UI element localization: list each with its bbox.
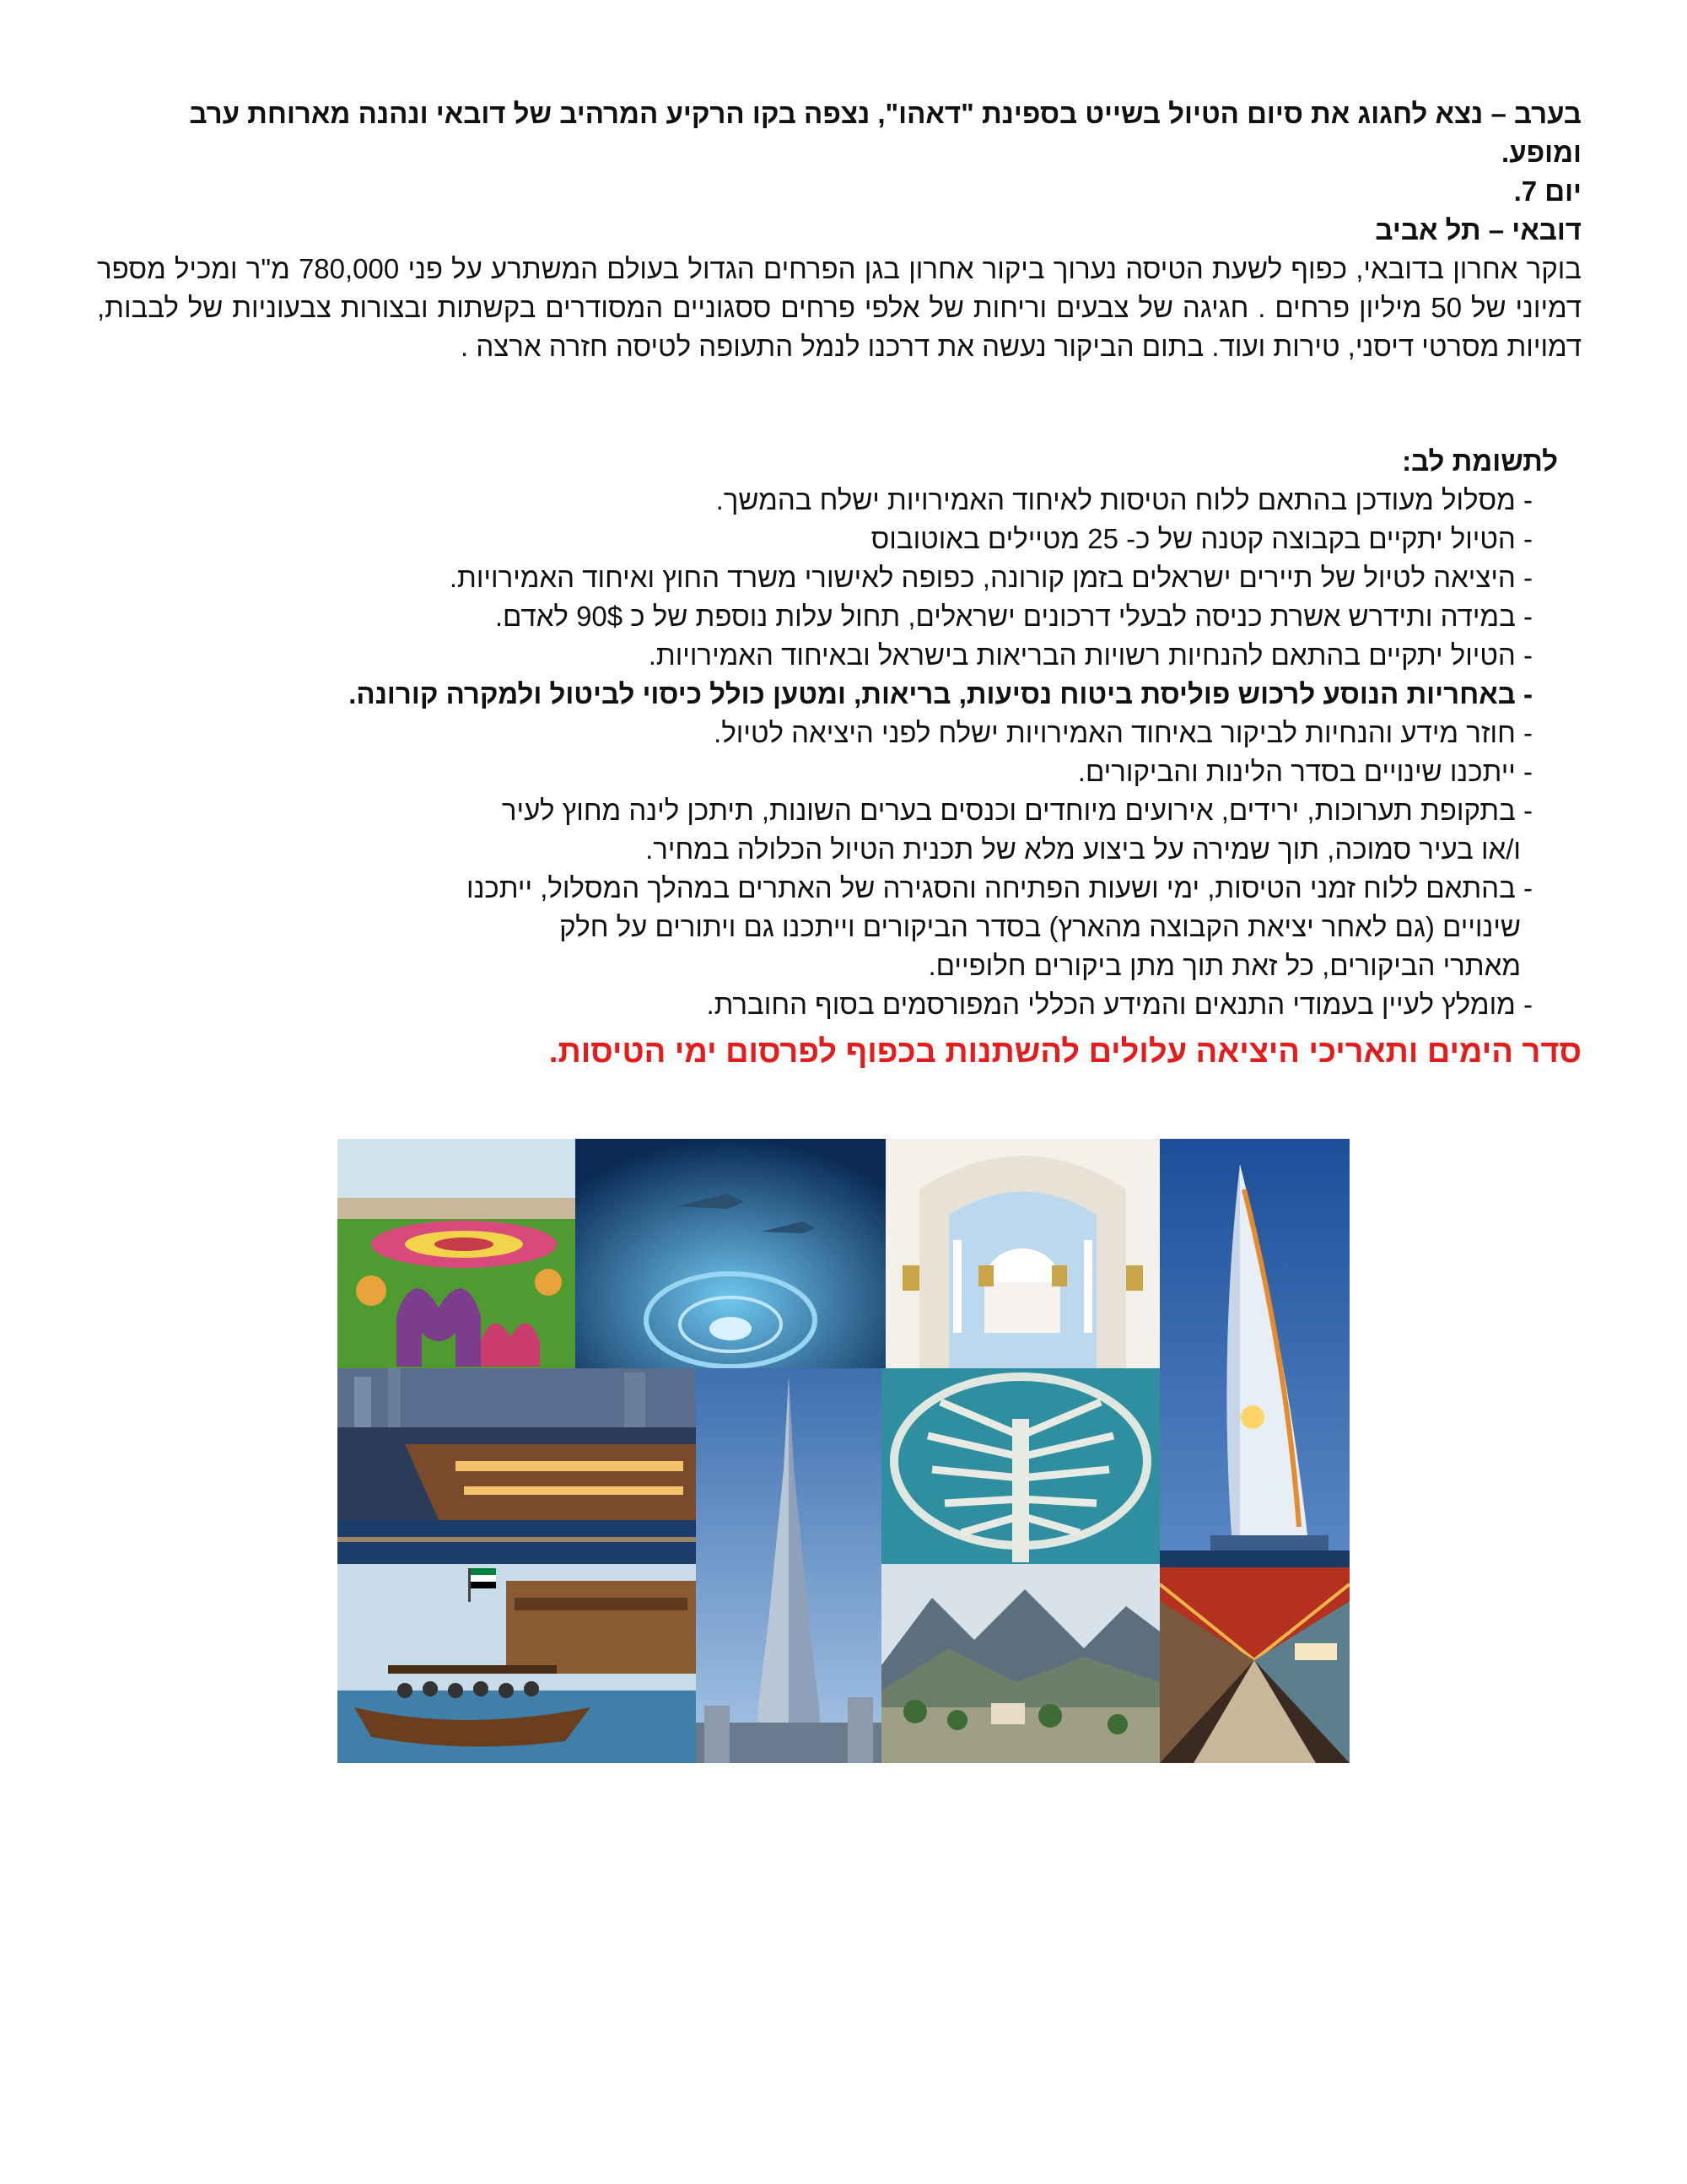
note-item [97,869,1533,985]
note-text: - מומלץ לעיין בעמודי התנאים והמידע הכללי המפורסמים בסוף החוברת. [706,989,1533,1020]
palm-jumeirah-photo [881,1368,1160,1564]
photo-collage [337,1139,1350,1763]
note-text: - באחריות הנוסע לרכוש פוליסת ביטוח נסיעות, בריאות, ומטען כולל כיסוי לביטול ולמקרה קורונה. [348,678,1533,709]
route-heading: דובאי – תל אביב [1375,214,1582,245]
note-text: - בתקופת תערוכות, ירידים, אירועים מיוחדים וכנסים בערים השונות, תיתכן לינה מחוץ לעיר [501,795,1533,826]
note-item [97,985,1533,1024]
note-text: - ייתכנו שינויים בסדר הלינות והביקורים. [1077,756,1533,787]
burj-khalifa-photo [696,1368,881,1763]
note-item [97,714,1533,752]
note-text: - בהתאם ללוח זמני הטיסות, ימי ושעות הפתיחה והסגירה של האתרים במהלך המסלול, ייתכנו [466,872,1533,903]
note-text: - הטיול יתקיים בקבוצה קטנה של כ- 25 מטיילים באוטובוס [870,523,1533,554]
aquarium-tunnel-photo [575,1139,886,1368]
note-continuation: ו/או בעיר סמוכה, תוך שמירה על ביצוע מלא של תכנית הטיול הכלולה במחיר. [645,833,1521,865]
note-item [97,791,1533,869]
evening-line-2: ומופע. [1501,137,1582,168]
spacer [97,366,1582,442]
dubai-mall-waterfront-photo [337,1368,696,1564]
miracle-garden-photo [337,1139,575,1368]
note-text: - במידה ותידרש אשרת כניסה לבעלי דרכונים ישראלים, תחול עלות נוספת של כ 90$ לאדם. [494,601,1533,632]
evening-line-1: בערב – נצא לחגוג את סיום הטיול בשייט בספינת "דאהו", נצפה בקו הרקיע המרהיב של דובאי ונהנה מארוחת ערב [189,98,1582,129]
abra-boat-photo [337,1564,696,1763]
note-item [97,558,1533,597]
day-description: בוקר אחרון בדובאי, כפוף לשעת הטיסה נערוך ביקור אחרון בגן הפרחים הגדול בעולם המשתרע על פני 780,000 מ"ר ומכיל מספר דמיוני של 50 מיליון פרחים . חגיגה של צבעים וריחות של אלפי פרחים ססגוניים המסודרים בקשתות ובצורות צבעוניות של לבבות, דמויות מסרטי דיסני, טירות ועוד. בתום הביקור נעשה את דרכנו לנמל התעופה לטיסה חזרה ארצה . [97,253,1582,362]
warning-text: סדר הימים ותאריכי היציאה עלולים להשתנות בכפוף לפרסום ימי הטיסות. [548,1034,1582,1070]
notes-list [97,481,1582,1024]
note-text: - הטיול יתקיים בהתאם להנחיות רשויות הבריאות בישראל ובאיחוד האמירויות. [648,639,1533,671]
note-item [97,752,1533,791]
mountain-village-photo [881,1564,1160,1763]
day-label: יום 7. [1513,175,1582,207]
souk-market-photo [1160,1567,1350,1763]
document-page [97,94,1582,1075]
note-item [97,520,1533,558]
note-text: - חוזר מידע והנחיות לביקור באיחוד האמירויות ישלח לפני היציאה לטיול. [714,717,1533,748]
note-item [97,675,1533,714]
note-text: - מסלול מעודכן בהתאם ללוח הטיסות לאיחוד האמירויות ישלח בהמשך. [715,484,1533,515]
note-continuation: שינויים (גם לאחר יציאת הקבוצה מהארץ) בסדר הביקורים וייתכנו גם ויתורים על חלק [559,911,1521,942]
notes-title: לתשומת לב: [1402,445,1558,477]
note-item [97,636,1533,675]
burj-al-arab-photo [1160,1139,1350,1567]
grand-mosque-photo [886,1139,1160,1368]
note-text: - היציאה לטיול של תיירים ישראלים בזמן קורונה, כפופה לאישורי משרד החוץ ואיחוד האמירויות. [449,562,1533,593]
note-item [97,481,1533,520]
note-item [97,597,1533,636]
note-continuation: מאתרי הביקורים, כל זאת תוך מתן ביקורים חלופיים. [928,950,1521,981]
